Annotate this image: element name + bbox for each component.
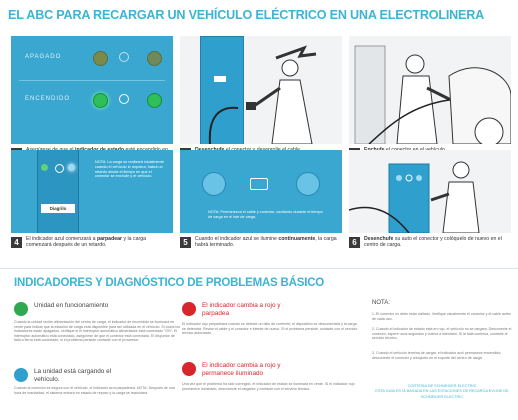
note-item-2: 2. Cuando el indicador de estado está en rojo, el vehículo no se cargará. Desconecte el conector, espere unos segundos y vuelva a intentarlo. Si la falla continúa, contacte al servicio técnico. xyxy=(372,327,512,341)
status-led xyxy=(202,172,226,196)
step-5-caption: 5 Cuando el indicador azul se ilumine continuamente, la carga habrá terminado. xyxy=(180,236,342,258)
step-2-illustration xyxy=(180,36,342,144)
brand-logo: Diagrilo xyxy=(41,204,75,213)
power-icon-off xyxy=(119,52,129,62)
charging-station xyxy=(37,150,79,233)
step-6-illustration xyxy=(349,150,511,233)
blinking-blue-led xyxy=(68,164,75,171)
unplug-scene xyxy=(180,36,342,144)
step-3-illustration xyxy=(349,36,511,144)
unplug-return-scene xyxy=(349,150,511,233)
step-number: 4 xyxy=(11,237,22,248)
charge-led-on xyxy=(147,93,162,108)
red-warning-icon xyxy=(182,302,196,316)
power-icon xyxy=(55,164,64,173)
footer-credit: CORTESÍA DE SCHNEIDER ELECTRIC ESTA GUÍA ESTÁ BASADA EN LAS ESTACIONES DE RECARGA EVLINK DE SCHNEIDER ELECTRIC xyxy=(375,384,509,399)
battery-icon xyxy=(250,178,268,190)
plug-in-scene xyxy=(349,36,511,144)
step-number: 6 xyxy=(349,237,360,248)
indicator-unit-operating: Unidad en funcionamiento Cuando la unidad recibe alimentación del centro de carga, el indicador de encendido se iluminará en verde para indicar que la estación de carga está disponible para ser utilizada en el vehículo. Si todos los indicadores están apagados, verifique si el interruptor automático alimentador está conectado "ON". El interruptor automático está conectado, asegúrese de que el conector está conectado. El disyuntor de falla a tierra está conectado; si el problema persiste contacte con el proveedor. xyxy=(14,302,181,343)
green-led-icon xyxy=(14,302,28,316)
indicator-red-steady: El indicador cambia a rojo y permanece iluminado Una vez que el problema ha sido corregido, el indicador de estado se iluminará en verde. Si el indicador rojo permanece iluminado, desconecte el cargador y contacte con el servicio técnico. xyxy=(182,362,355,391)
blue-led-icon xyxy=(14,368,28,382)
status-led-off xyxy=(93,51,108,66)
off-label: APAGADO xyxy=(25,54,62,60)
on-label: ENCENDIDO xyxy=(25,96,71,102)
note-item-1: 1. El conector no debe estar dañado. Verifique visualmente el conector y el cable antes de cada uso. xyxy=(372,312,511,321)
charge-led xyxy=(296,172,320,196)
section-divider xyxy=(0,268,518,269)
charge-led-off xyxy=(147,51,162,66)
red-warning-icon xyxy=(182,362,196,376)
power-icon-on xyxy=(119,94,129,104)
status-led-on xyxy=(93,93,108,108)
step-1-illustration xyxy=(11,36,173,144)
step-5-illustration xyxy=(180,150,342,233)
step-4-illustration xyxy=(11,150,173,233)
indicator-red-blinking: El indicador cambia a rojo y parpadea El indicador rojo parpadeará cuando se detecte un fallo de corriente; el dispositivo se desconectará y la carga se detendrá. Revise el cable y el conector e intente de nuevo. Si el problema persiste, contacte con el servicio técnico autorizado. xyxy=(182,302,358,336)
step-6-caption: 6 Desenchufe su auto el conector y colóquelo de nuevo en el centro de carga. xyxy=(349,236,511,258)
diagnostics-title: INDICADORES Y DIAGNÓSTICO DE PROBLEMAS BÁSICO xyxy=(14,277,325,289)
indicator-unit-charging: La unidad está cargando el vehículo. Cuando la conexión es segura con el vehículo, el indicador azul parpadeará. NOTA: Después de una hora de inactividad, el sistema entrará en estado de reposo y la carga se reanudará. xyxy=(14,368,175,395)
note-title: NOTA: xyxy=(372,300,390,306)
status-led xyxy=(41,164,48,171)
screen-note: NOTA: Permanezca el cable y conector, oscilando durante el tiempo de carga en el lote de carga. xyxy=(208,210,323,219)
note-item-3: 3. Cuando el vehículo termina de cargar, el indicador azul permanece encendido; desconecte el conector y colóquelo en el soporte del centro de carga. xyxy=(372,351,502,360)
divider-line xyxy=(19,80,165,81)
screen-note: NOTA: La carga se realizará inicialmente cuando el vehículo lo requiera; habrá un retardo desde el tiempo en que el conector se enchufe y el vehículo. xyxy=(95,160,164,179)
step-number: 5 xyxy=(180,237,191,248)
step-4-caption: 4 El indicador azul comenzará a parpadear y la carga comenzará después de un retardo. xyxy=(11,236,173,258)
page-title: EL ABC PARA RECARGAR UN VEHÍCULO ELÉCTRICO EN UNA ELECTROLINERA xyxy=(8,8,485,22)
